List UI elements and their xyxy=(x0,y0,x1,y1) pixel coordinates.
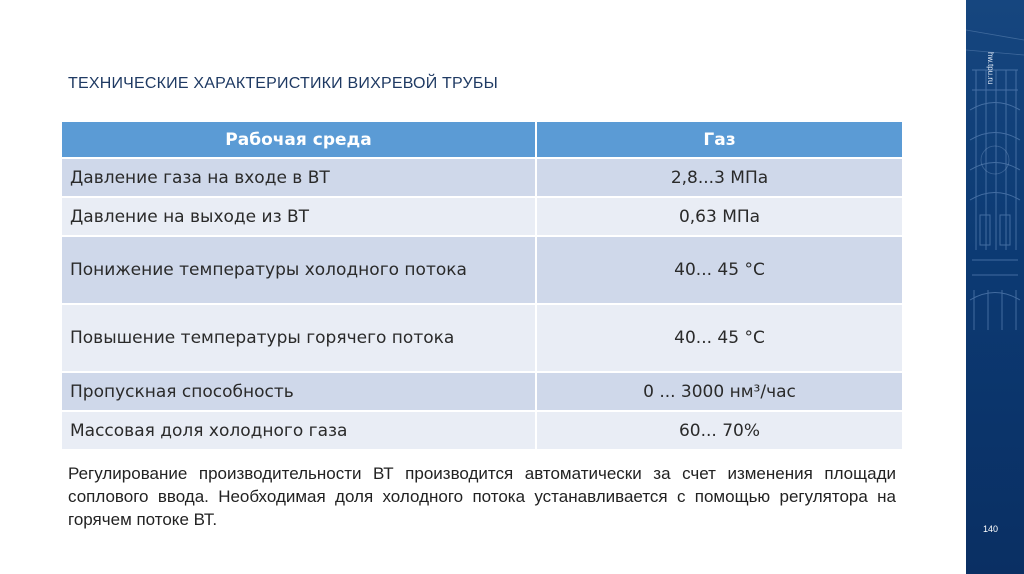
table-row xyxy=(61,158,903,197)
value-cell: 60... 70% xyxy=(536,411,903,450)
specs-table xyxy=(60,120,904,451)
sidebar-banner xyxy=(966,0,1024,574)
value-cell: 2,8...3 МПа xyxy=(536,158,903,197)
param-cell: Понижение температуры холодного потока xyxy=(61,236,536,304)
slide-title: ТЕХНИЧЕСКИЕ ХАРАКТЕРИСТИКИ ВИХРЕВОЙ ТРУБЫ xyxy=(68,75,498,92)
table-row xyxy=(61,411,903,450)
header-cell-gas: Газ xyxy=(536,121,903,158)
note-paragraph: Регулирование производительности ВТ производится автоматически за счет изменения площади соплового ввода. Необходимая доля холодного потока устанавливается с помощью регулятора на горячем потоке ВТ. xyxy=(68,464,896,529)
param-cell: Давление газа на входе в ВТ xyxy=(61,158,536,197)
page-number: 140 xyxy=(983,524,999,534)
param-cell: Пропускная способность xyxy=(61,372,536,411)
table-row xyxy=(61,197,903,236)
param-cell: Массовая доля холодного газа xyxy=(61,411,536,450)
param-cell: Повышение температуры горячего потока xyxy=(61,304,536,372)
param-cell: Давление на выходе из ВТ xyxy=(61,197,536,236)
value-cell: 0 ... 3000 нм³/час xyxy=(536,372,903,411)
table-row xyxy=(61,304,903,372)
sidebar-url: hw.tpu.ru xyxy=(986,52,995,85)
table-header-row xyxy=(61,121,903,158)
table-row xyxy=(61,236,903,304)
value-cell: 40... 45 °С xyxy=(536,236,903,304)
building-illustration-icon xyxy=(966,0,1024,574)
value-cell: 40... 45 °С xyxy=(536,304,903,372)
header-cell-medium: Рабочая среда xyxy=(61,121,536,158)
value-cell: 0,63 МПа xyxy=(536,197,903,236)
table-row xyxy=(61,372,903,411)
